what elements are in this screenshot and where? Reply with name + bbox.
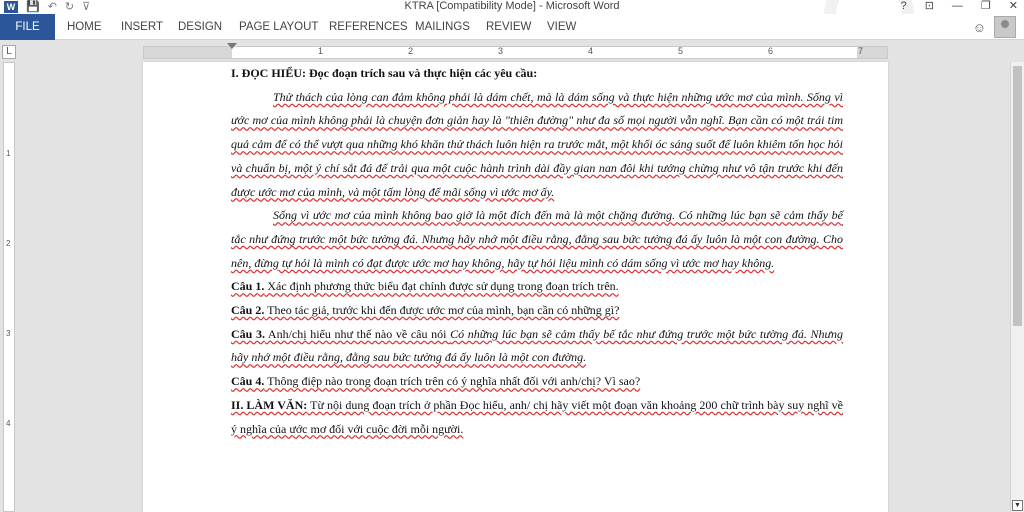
- account-area: [973, 14, 1016, 40]
- ruler-number: 2: [408, 46, 414, 56]
- customize-qat-icon[interactable]: ⊽: [82, 1, 91, 13]
- question-text: Thông điệp nào trong đoạn trích trên có ý nghĩa nhất đối với anh/chị? Vì sao?: [264, 374, 641, 389]
- scroll-down-arrow-icon[interactable]: ▼: [1012, 500, 1023, 511]
- title-bar: [0, 0, 1024, 14]
- question-text: Theo tác giả, trước khi đến được ước mơ của mình, bạn cần có những gì?: [264, 303, 620, 318]
- tab-selector[interactable]: L: [2, 45, 16, 59]
- heading-label: II. LÀM VĂN:: [231, 397, 308, 412]
- ruler-left-margin: [144, 47, 232, 58]
- tab-page-layout[interactable]: PAGE LAYOUT: [239, 21, 319, 33]
- passage-paragraph-1: Thử thách của lòng can đảm không phải là dám chết, mà là dám sống và thực hiện những ước mơ của mình. Sống vì ước mơ của mình không phải là chuyện đơn giản hay là "thiên đường" như đa số mọi người vẫn nghĩ. Bạn cần có một trái tim quả cảm để có thể vượt qua những khó khăn thử thách luôn hiện ra trước mắt, một khối óc sáng suốt để luôn khiêm tốn học hỏi và chuẩn bị, một ý chí sắt đá để trải qua một cuộc hành trình dài đầy gian nan đôi khi tưởng chừng như vô tận trước khi đến được ước mơ của mình, và một tấm lòng để mãi sống vì ước mơ ấy.: [231, 89, 843, 199]
- redo-icon[interactable]: ↻: [64, 1, 75, 13]
- vertical-ruler-number: 4: [6, 419, 11, 428]
- question-3: [231, 323, 843, 370]
- word-app-icon[interactable]: W: [4, 1, 18, 13]
- vertical-scrollbar[interactable]: [1010, 62, 1024, 512]
- tab-design[interactable]: DESIGN: [178, 21, 223, 33]
- horizontal-ruler[interactable]: [143, 46, 888, 59]
- tab-view[interactable]: VIEW: [547, 21, 577, 33]
- window-title: KTRA [Compatibility Mode] - Microsoft Word: [404, 0, 620, 12]
- ruler-number: 4: [588, 46, 594, 56]
- question-label: Câu 1.: [231, 279, 265, 294]
- heading-label: I. ĐỌC HIỂU:: [231, 66, 307, 80]
- vertical-ruler-number: 1: [6, 149, 11, 158]
- ruler-number: 7: [858, 46, 864, 56]
- tab-references[interactable]: REFERENCES: [329, 21, 408, 33]
- question-label: Câu 3.: [231, 326, 265, 341]
- ruler-number: 5: [678, 46, 684, 56]
- vertical-ruler[interactable]: [3, 62, 15, 512]
- undo-icon[interactable]: ↶: [47, 1, 57, 13]
- ribbon-tabs: [0, 14, 1024, 40]
- question-text: Anh/chị hiểu như thế nào về câu nói: [264, 326, 451, 341]
- heading-text: Đọc đoạn trích sau và thực hiện các yêu cầu:: [306, 66, 538, 80]
- question-4: [231, 370, 843, 394]
- tab-insert[interactable]: INSERT: [121, 21, 163, 33]
- tab-home[interactable]: HOME: [67, 21, 102, 33]
- scrollbar-thumb[interactable]: [1013, 66, 1022, 326]
- help-icon[interactable]: ?: [900, 0, 907, 12]
- restore-button[interactable]: ❐: [980, 0, 991, 12]
- close-button[interactable]: ✕: [1008, 0, 1018, 12]
- save-icon[interactable]: 💾: [26, 1, 40, 13]
- ruler-number: 1: [318, 46, 324, 56]
- question-label: Câu 2.: [231, 303, 265, 318]
- question-label: Câu 4.: [231, 374, 265, 389]
- document-page[interactable]: [143, 62, 888, 512]
- tab-mailings[interactable]: MAILINGS: [415, 21, 470, 33]
- question-quote: Có những lúc bạn sẽ cảm thấy bế tắc như đứng trước một bức tường đá. Nhưng hãy nhớ một điều rằng, đằng sau bức tường đá ấy luôn là một con đường.: [231, 326, 843, 365]
- window-controls: [901, 0, 1018, 12]
- feedback-smiley-icon[interactable]: ☺: [972, 19, 986, 35]
- ruler-number: 3: [498, 46, 504, 56]
- ribbon-display-options-icon[interactable]: ⊡: [924, 0, 934, 12]
- ruler-row: [0, 40, 1024, 62]
- section-heading-reading: [231, 62, 843, 86]
- question-2: [231, 299, 843, 323]
- section-heading-writing: [231, 394, 843, 441]
- minimize-button[interactable]: —: [951, 0, 963, 12]
- ruler-number: 6: [768, 46, 774, 56]
- passage-paragraph-2: Sống vì ước mơ của mình không bao giờ là một đích đến mà là một chặng đường. Có những lúc bạn sẽ cảm thấy bế tắc như đứng trước một bức tường đá. Nhưng hãy nhớ một điều rằng, đằng sau bức tường đá ấy luôn là một con đường. Cho nên, đừng tự hỏi là mình có đạt được ước mơ hay không, hãy tự hỏi liệu mình có dám sống vì ước mơ hay không.: [231, 208, 843, 270]
- document-body[interactable]: [231, 62, 843, 441]
- writing-prompt: Từ nội dung đoạn trích ở phần Đọc hiểu, anh/ chị hãy viết một đoạn văn khoảng 200 chữ trình bày suy nghĩ về ý nghĩa của ước mơ đối với cuộc đời mỗi người.: [231, 397, 843, 436]
- tab-file[interactable]: FILE: [0, 14, 55, 40]
- user-avatar[interactable]: [994, 16, 1016, 38]
- vertical-ruler-number: 2: [6, 239, 11, 248]
- first-line-indent-marker[interactable]: [227, 43, 237, 49]
- question-1: [231, 275, 843, 299]
- question-text: Xác định phương thức biểu đạt chính được sử dụng trong đoạn trích trên.: [264, 279, 619, 294]
- tab-review[interactable]: REVIEW: [486, 21, 532, 33]
- vertical-ruler-number: 3: [6, 329, 11, 338]
